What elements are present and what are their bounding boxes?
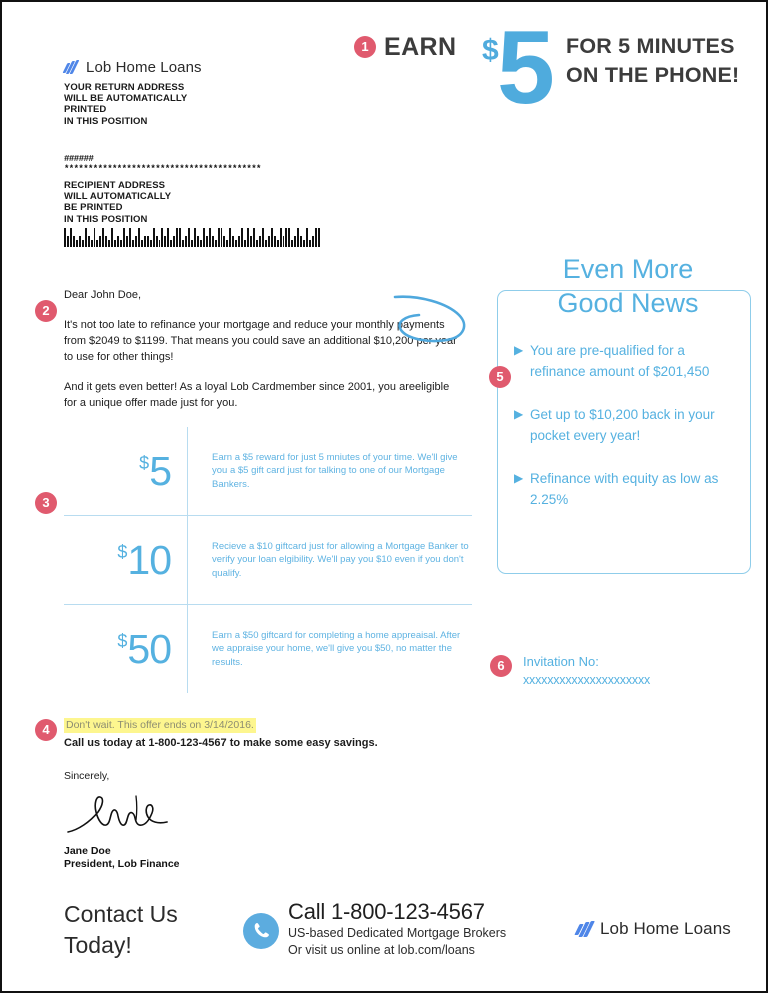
- signature-block: [64, 770, 184, 871]
- barcode-bar: [79, 236, 81, 247]
- barcode-bar: [161, 228, 163, 247]
- barcode-bar: [164, 236, 166, 247]
- signature-closing: Sincerely,: [64, 770, 110, 782]
- tier-amount: [64, 537, 187, 584]
- barcode-bar: [268, 236, 270, 247]
- offer-expiry-highlight: Don't wait. This offer ends on 3/14/2016.: [66, 719, 254, 731]
- barcode-bar: [300, 236, 302, 247]
- barcode-bar: [88, 236, 90, 247]
- callout-badge-6: 6: [490, 655, 512, 677]
- good-news-text: You are pre-qualified for a refinance amount of $201,450: [530, 343, 710, 379]
- return-address-line: WILL BE AUTOMATICALLY: [64, 93, 188, 105]
- tier-value: 10: [127, 536, 171, 583]
- barcode-bar: [82, 240, 84, 247]
- barcode-bar: [76, 240, 78, 247]
- good-news-title-line-2: Good News: [557, 288, 699, 318]
- table-row: [64, 605, 472, 693]
- barcode-bar: [135, 236, 137, 247]
- return-address-line: PRINTED: [64, 104, 107, 116]
- barcode-bar: [294, 236, 296, 247]
- barcode-bar: [200, 240, 202, 247]
- return-address-lines: [64, 82, 202, 127]
- barcode-bar: [117, 236, 119, 247]
- footer-brand-name: Lob Home Loans: [600, 919, 731, 938]
- barcode-bar: [173, 236, 175, 247]
- footer-call-block: [288, 899, 506, 959]
- barcode-bar: [256, 240, 258, 247]
- tier-description: Earn a $5 reward for just 5 mniutes of your time. We'll give you a $5 gift card just for talking to one of our Mortgage Bankers.: [187, 427, 472, 515]
- barcode-bar: [185, 236, 187, 247]
- barcode-bar: [223, 236, 225, 247]
- footer-contact-line-1: Contact Us: [64, 901, 178, 927]
- barcode-bar: [229, 228, 231, 247]
- barcode-bar: [85, 228, 87, 247]
- barcode-bar: [147, 236, 149, 247]
- barcode-bar: [114, 240, 116, 247]
- barcode-bar: [153, 228, 155, 247]
- list-item: [514, 468, 742, 510]
- letter-paragraph-2: And it gets even better! As a loyal Lob Cardmember since 2001, you areeligible for a unique offer made just for you.: [64, 381, 450, 409]
- headline-line-1: FOR 5 MINUTES: [566, 34, 735, 58]
- barcode-bar: [235, 240, 237, 247]
- barcode-bar: [182, 240, 184, 247]
- barcode-bar: [141, 240, 143, 247]
- barcode-bar: [197, 236, 199, 247]
- phone-handset-glyph: [252, 921, 271, 940]
- triangle-right-icon: ▶: [514, 407, 524, 421]
- barcode-bar: [309, 240, 311, 247]
- barcode-bar: [285, 228, 287, 247]
- table-row: [64, 516, 472, 605]
- return-address-block: [64, 59, 202, 127]
- barcode-bar: [188, 228, 190, 247]
- barcode-bar: [105, 236, 107, 247]
- barcode-bar: [64, 228, 66, 247]
- barcode-bar: [277, 240, 279, 247]
- tier-value: 5: [149, 447, 171, 494]
- barcode-bar: [111, 228, 113, 247]
- barcode-bar: [150, 240, 152, 247]
- barcode-bar: [176, 228, 178, 247]
- recipient-address-line: IN THIS POSITION: [64, 213, 148, 225]
- barcode-bar: [318, 228, 320, 247]
- callout-badge-5: 5: [489, 366, 511, 388]
- barcode-bar: [159, 240, 161, 247]
- barcode-bar: [232, 236, 234, 247]
- recipient-address-lines: [64, 180, 261, 225]
- good-news-title-line-1: Even More: [562, 254, 694, 284]
- barcode-bar: [70, 228, 72, 247]
- barcode-bar: [226, 240, 228, 247]
- recipient-address-line: RECIPIENT ADDRESS: [64, 180, 166, 191]
- barcode-bar: [94, 228, 96, 247]
- signer-title: President, Lob Finance: [64, 858, 180, 870]
- barcode-bar: [99, 236, 101, 247]
- footer-contact-line-2: Today!: [64, 932, 132, 958]
- barcode-bar: [291, 240, 293, 247]
- barcode-bar: [170, 240, 172, 247]
- barcode-bar: [262, 228, 264, 247]
- callout-badge-4: 4: [35, 719, 57, 741]
- lob-bars-icon: [576, 921, 595, 938]
- callout-badge-2: 2: [35, 300, 57, 322]
- barcode-bar: [221, 228, 223, 247]
- barcode-bar: [280, 228, 282, 247]
- tier-currency: $: [139, 452, 150, 473]
- letter-paragraph-1: It's not too late to refinance your mortgage and reduce your monthly payments from $2049 to $1199. That means you could save an additional $10,200 per year to use for other things!: [64, 319, 457, 363]
- barcode-bar: [108, 240, 110, 247]
- barcode-bar: [194, 228, 196, 247]
- tier-currency: $: [117, 541, 128, 562]
- letter-body: [64, 287, 464, 411]
- tier-amount: [64, 626, 187, 673]
- handwritten-signature: [64, 788, 184, 836]
- callout-badge-1: 1: [354, 36, 376, 58]
- headline-earn: EARN: [384, 33, 457, 61]
- headline-line-2: ON THE PHONE!: [566, 63, 740, 87]
- triangle-right-icon: ▶: [514, 343, 524, 357]
- barcode-bar: [191, 240, 193, 247]
- barcode-bar: [73, 236, 75, 247]
- barcode-bar: [203, 228, 205, 247]
- barcode-bar: [288, 228, 290, 247]
- barcode-bar: [218, 228, 220, 247]
- triangle-right-icon: ▶: [514, 471, 524, 485]
- barcode-bar: [102, 228, 104, 247]
- headline-subtext: [566, 32, 739, 90]
- headline-amount: 5: [497, 10, 553, 126]
- invitation-number-block: [523, 652, 753, 690]
- barcode-bar: [303, 240, 305, 247]
- barcode-bar: [306, 228, 308, 247]
- barcode-bar: [179, 228, 181, 247]
- barcode-bar: [283, 236, 285, 247]
- headline-block: [354, 10, 754, 130]
- barcode-bar: [206, 236, 208, 247]
- barcode-bar: [259, 236, 261, 247]
- tier-description: Recieve a $10 giftcard just for allowing a Mortgage Banker to verify your loan elgibility. We'll pay you $10 even if you don't qualify.: [187, 516, 472, 604]
- barcode-bar: [315, 228, 317, 247]
- tier-description: Earn a $50 giftcard for completing a home appreaisal. After we appraise your home, we'll give you $50, no matter the results.: [187, 605, 472, 693]
- recipient-address-line: WILL AUTOMATICALLY: [64, 191, 172, 203]
- header-logo: [64, 59, 202, 76]
- barcode-bar: [265, 240, 267, 247]
- barcode-bar: [67, 236, 69, 247]
- table-row: [64, 427, 472, 516]
- return-address-line: IN THIS POSITION: [64, 115, 148, 127]
- headline-currency: $: [482, 34, 499, 67]
- barcode-bar: [312, 236, 314, 247]
- lob-bars-icon: [64, 60, 81, 75]
- imb-hash-line: ######: [64, 154, 94, 164]
- footer-logo: [576, 919, 731, 939]
- brand-name: Lob Home Loans: [86, 59, 202, 76]
- deadline-block: [64, 715, 464, 751]
- barcode-bar: [123, 228, 125, 247]
- recipient-address-block: [64, 154, 261, 225]
- barcode-bar: [156, 236, 158, 247]
- letter-greeting: Dear John Doe,: [64, 289, 142, 301]
- barcode-bar: [247, 228, 249, 247]
- barcode-bar: [250, 236, 252, 247]
- barcode-bar: [91, 240, 93, 247]
- barcode-bar: [297, 228, 299, 247]
- barcode-bar: [209, 228, 211, 247]
- callout-badge-3: 3: [35, 492, 57, 514]
- good-news-list: [514, 340, 742, 510]
- invitation-value: xxxxxxxxxxxxxxxxxxxxx: [523, 673, 651, 687]
- barcode-bar: [215, 240, 217, 247]
- postal-barcode: [64, 228, 320, 247]
- offer-tiers-table: [64, 427, 472, 693]
- call-to-action-text: Call us today at 1-800-123-4567 to make some easy savings.: [64, 737, 378, 749]
- barcode-bar: [120, 240, 122, 247]
- barcode-bar: [96, 240, 98, 247]
- tier-currency: $: [117, 630, 128, 651]
- footer-phone-number: Call 1-800-123-4567: [288, 899, 485, 924]
- barcode-bar: [126, 236, 128, 247]
- barcode-bar: [129, 228, 131, 247]
- barcode-bar: [132, 240, 134, 247]
- footer-sub-line-1: US-based Dedicated Mortgage Brokers: [288, 926, 507, 940]
- recipient-address-line: BE PRINTED: [64, 202, 123, 214]
- barcode-bar: [244, 240, 246, 247]
- list-item: [514, 340, 742, 382]
- tier-amount: [64, 448, 187, 495]
- barcode-bar: [138, 228, 140, 247]
- tier-value: 50: [127, 625, 171, 672]
- invitation-label: Invitation No:: [523, 654, 599, 669]
- barcode-bar: [238, 236, 240, 247]
- good-news-text: Refinance with equity as low as 2.25%: [530, 471, 719, 507]
- return-address-line: YOUR RETURN ADDRESS: [64, 82, 185, 93]
- list-item: [514, 404, 742, 446]
- good-news-text: Get up to $10,200 back in your pocket every year!: [530, 407, 715, 443]
- footer-contact-heading: [64, 899, 178, 961]
- barcode-bar: [167, 228, 169, 247]
- barcode-bar: [241, 228, 243, 247]
- imb-star-line: *****************************************: [64, 164, 261, 174]
- barcode-bar: [212, 236, 214, 247]
- barcode-bar: [253, 228, 255, 247]
- signer-name: Jane Doe: [64, 845, 111, 857]
- barcode-bar: [144, 236, 146, 247]
- barcode-bar: [274, 236, 276, 247]
- barcode-bar: [271, 228, 273, 247]
- footer-sub-line-2: Or visit us online at lob.com/loans: [288, 943, 475, 957]
- phone-icon: [243, 913, 279, 949]
